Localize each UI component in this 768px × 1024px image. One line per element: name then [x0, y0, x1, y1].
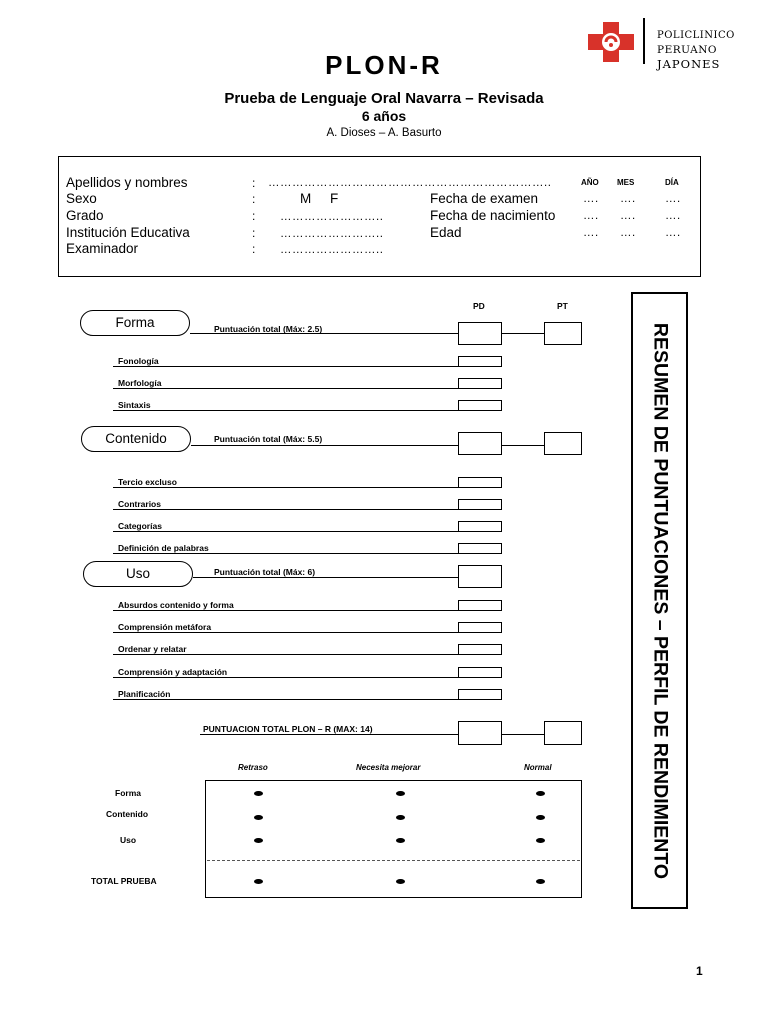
logo-text-line1: POLICLINICO [657, 30, 735, 41]
item-label: Comprensión y adaptación [118, 667, 228, 677]
item-pd-box[interactable] [458, 667, 502, 678]
age-month-field[interactable]: …. [620, 227, 636, 239]
item-line [113, 531, 458, 532]
total-label-forma: Puntuación total (Máx: 2.5) [214, 324, 323, 334]
item-pd-box[interactable] [458, 356, 502, 367]
item-pd-box[interactable] [458, 644, 502, 655]
name-field[interactable]: …………………………………………………………….. [268, 177, 552, 189]
sex-option-m[interactable]: M [300, 191, 312, 206]
profile-dot[interactable] [536, 879, 545, 884]
colon: : [252, 242, 256, 256]
item-line [113, 487, 458, 488]
profile-column-retraso: Retraso [238, 763, 268, 772]
grand-total-pt-box[interactable] [544, 721, 582, 745]
colon: : [252, 209, 256, 223]
profile-dot[interactable] [396, 815, 405, 820]
item-pd-box[interactable] [458, 521, 502, 532]
colon: : [252, 176, 256, 190]
profile-dot[interactable] [396, 838, 405, 843]
summary-banner-text: RESUMEN DE PUNTUACIONES – PERFIL DE RENDIMIENTO [649, 322, 671, 879]
item-line [113, 610, 458, 611]
age-day-field[interactable]: …. [665, 227, 681, 239]
item-label: Fonología [118, 356, 159, 366]
profile-dot[interactable] [254, 879, 263, 884]
profile-column-necesita: Necesita mejorar [356, 763, 421, 772]
profile-dot[interactable] [254, 815, 263, 820]
birth-day-field[interactable]: …. [665, 210, 681, 222]
item-label: Planificación [118, 689, 171, 699]
logo-text-line2: PERUANO [657, 44, 718, 56]
item-pd-box[interactable] [458, 622, 502, 633]
sex-label: Sexo [66, 191, 97, 206]
grade-field[interactable]: …………………….. [280, 211, 384, 223]
profile-column-normal: Normal [524, 763, 552, 772]
item-line [113, 632, 458, 633]
age-label: Edad [430, 225, 462, 240]
page-number: 1 [696, 964, 703, 978]
day-column-head: DÍA [665, 178, 679, 187]
item-label: Morfología [118, 378, 162, 388]
total-label-contenido: Puntuación total (Máx: 5.5) [214, 434, 323, 444]
total-label-uso: Puntuación total (Máx: 6) [214, 567, 316, 577]
profile-dot[interactable] [254, 838, 263, 843]
item-pd-box[interactable] [458, 378, 502, 389]
profile-dot[interactable] [536, 838, 545, 843]
grand-total-pd-box[interactable] [458, 721, 502, 745]
item-label: Contrarios [118, 499, 161, 509]
birth-year-field[interactable]: …. [583, 210, 599, 222]
exam-year-field[interactable]: …. [583, 193, 599, 205]
item-pd-box[interactable] [458, 400, 502, 411]
pd-column-head: PD [473, 301, 485, 311]
policlinico-logo-icon [588, 22, 634, 62]
grand-total-label: PUNTUACION TOTAL PLON – R (MAX: 14) [203, 724, 373, 734]
school-label: Institución Educativa [66, 225, 190, 240]
item-line [113, 677, 458, 678]
pt-column-head: PT [557, 301, 568, 311]
pd-box-contenido[interactable] [458, 432, 502, 455]
item-label: Definición de palabras [118, 543, 209, 553]
section-pill-uso: Uso [83, 561, 193, 587]
profile-row-label: Forma [115, 788, 141, 798]
document-subtitle: Prueba de Lenguaje Oral Navarra – Revisada [224, 90, 544, 107]
examiner-label: Examinador [66, 241, 139, 256]
item-label: Sintaxis [118, 400, 151, 410]
school-field[interactable]: …………………….. [280, 228, 384, 240]
profile-row-label: Contenido [106, 809, 149, 819]
item-line [113, 410, 458, 411]
authors: A. Dioses – A. Basurto [326, 127, 442, 139]
month-column-head: MES [617, 178, 635, 187]
item-label: Categorías [118, 521, 162, 531]
item-line [113, 654, 458, 655]
pt-box-contenido[interactable] [544, 432, 582, 455]
document-title: PLON-R [325, 50, 443, 80]
year-column-head: AÑO [581, 178, 599, 187]
item-line [113, 553, 458, 554]
pd-box-uso[interactable] [458, 565, 502, 588]
birth-month-field[interactable]: …. [620, 210, 636, 222]
pd-box-forma[interactable] [458, 322, 502, 345]
profile-dot[interactable] [396, 879, 405, 884]
pt-box-forma[interactable] [544, 322, 582, 345]
profile-dot[interactable] [536, 815, 545, 820]
profile-row-label: TOTAL PRUEBA [91, 876, 157, 886]
item-line [113, 699, 458, 700]
exam-day-field[interactable]: …. [665, 193, 681, 205]
exam-month-field[interactable]: …. [620, 193, 636, 205]
profile-dot[interactable] [536, 791, 545, 796]
birth-date-label: Fecha de nacimiento [430, 208, 556, 223]
age-heading: 6 años [361, 108, 407, 124]
profile-dot[interactable] [254, 791, 263, 796]
examiner-field[interactable]: …………………….. [280, 244, 384, 256]
colon: : [252, 192, 256, 206]
grade-label: Grado [66, 208, 104, 223]
total-line-uso [193, 577, 458, 578]
sex-option-f[interactable]: F [330, 191, 339, 206]
item-label: Absurdos contenido y forma [118, 600, 234, 610]
colon: : [252, 226, 256, 240]
item-label: Ordenar y relatar [118, 644, 187, 654]
age-year-field[interactable]: …. [583, 227, 599, 239]
name-label: Apellidos y nombres [66, 175, 188, 190]
item-pd-box[interactable] [458, 689, 502, 700]
item-line [113, 388, 458, 389]
profile-dot[interactable] [396, 791, 405, 796]
logo-divider [643, 18, 645, 64]
profile-divider [207, 860, 580, 861]
profile-row-label: Uso [120, 835, 137, 845]
section-pill-contenido: Contenido [81, 426, 191, 452]
item-label: Comprensión metáfora [118, 622, 212, 632]
item-pd-box[interactable] [458, 499, 502, 510]
logo-text-line3: JAPONES [657, 57, 721, 71]
item-label: Tercio excluso [118, 477, 177, 487]
item-pd-box[interactable] [458, 600, 502, 611]
item-pd-box[interactable] [458, 477, 502, 488]
exam-date-label: Fecha de examen [430, 191, 539, 206]
item-line [113, 509, 458, 510]
summary-banner [631, 292, 688, 909]
section-pill-forma: Forma [80, 310, 190, 336]
item-pd-box[interactable] [458, 543, 502, 554]
item-line [113, 366, 458, 367]
